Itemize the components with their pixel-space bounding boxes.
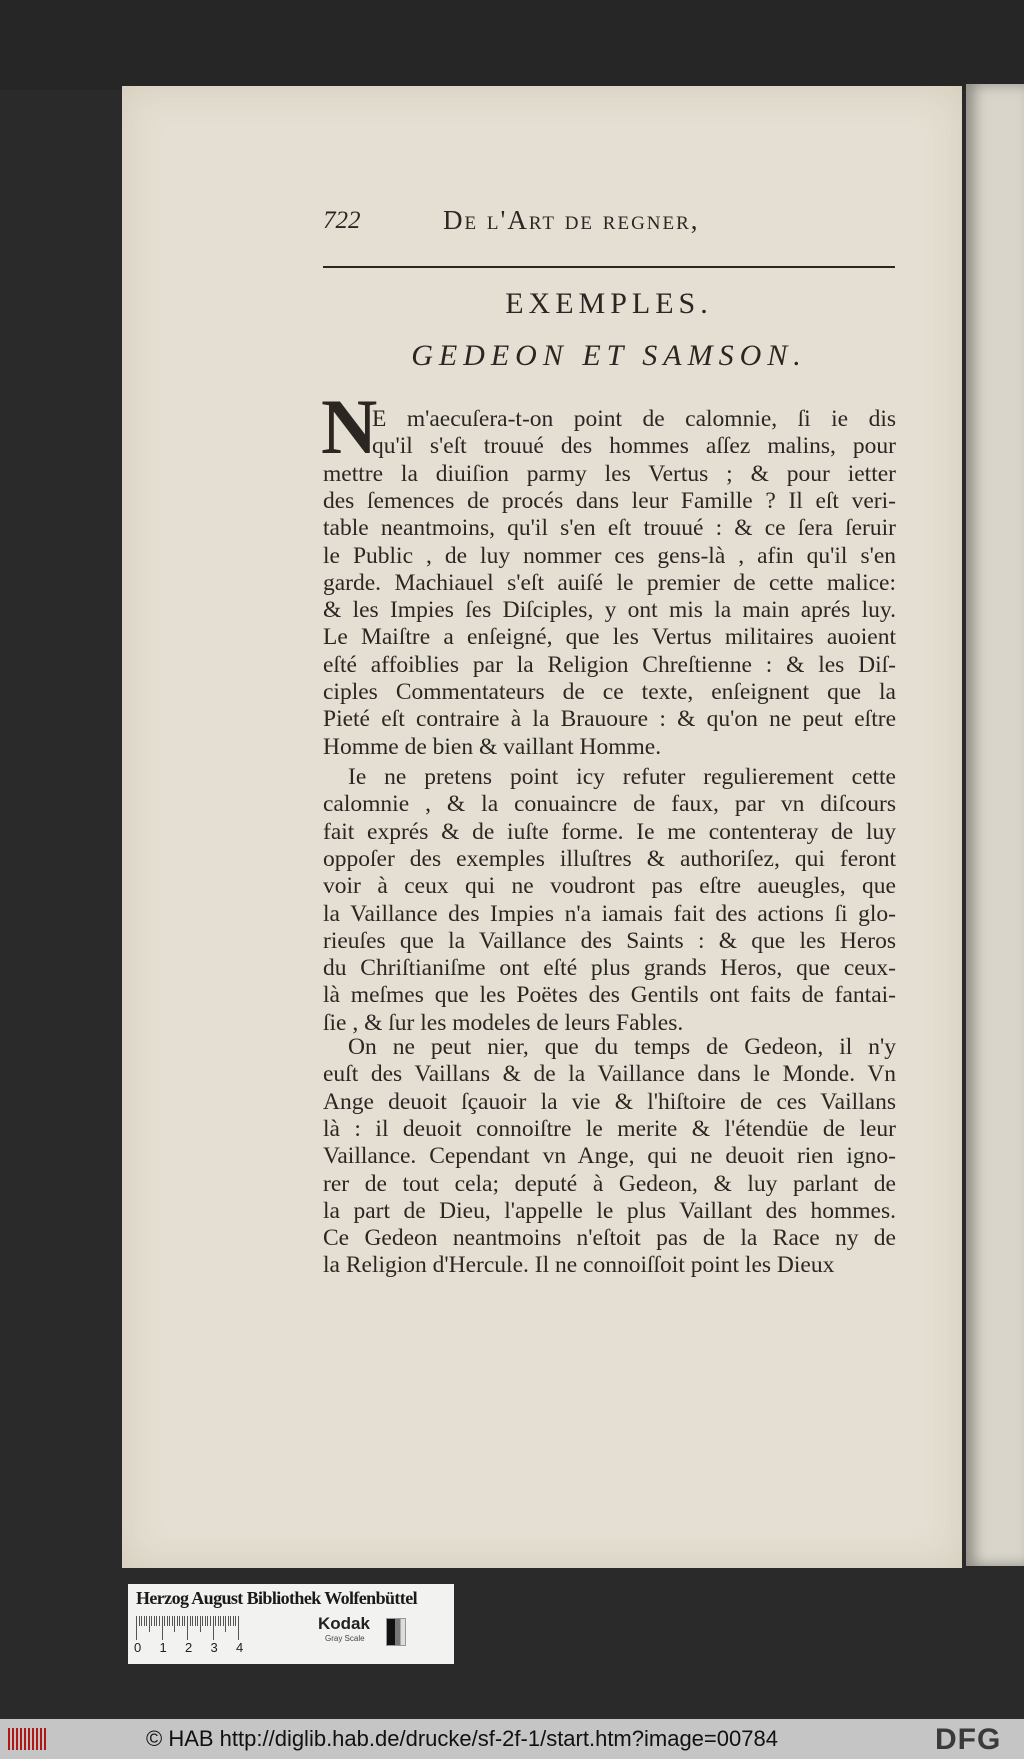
ruler-number: 0 <box>134 1640 142 1655</box>
ruler-tick <box>213 1616 214 1640</box>
ruler-tick <box>210 1616 211 1626</box>
text-line: On ne peut nier, que du temps de Gedeon, il n'y <box>348 1034 896 1060</box>
ruler-tick <box>207 1616 208 1626</box>
section-subtitle: GEDEON ET SAMSON. <box>411 339 807 372</box>
text-line: la Religion d'Hercule. Il ne connoiſſoit point les Dieux <box>323 1252 835 1279</box>
running-head: De l'Art de regner, <box>443 205 700 235</box>
text-line: là : il deuoit connoiſtre le merite & l'étendüe de leur <box>323 1115 896 1142</box>
text-line: mettre la diuiſion parmy les Vertus ; & pour ietter <box>323 460 896 487</box>
ruler-tick <box>187 1616 188 1640</box>
text-line: là meſmes que les Poëtes des Gentils ont faits de fantai- <box>323 982 896 1009</box>
text-line: Ange deuoit ſçauoir la vie & l'hiſtoire de ces Vaillans <box>323 1088 896 1115</box>
ruler-tick <box>174 1616 175 1632</box>
text-line: Ce Gedeon neantmoins n'eſtoit pas de la Race ny de <box>323 1225 896 1252</box>
ruler-number: 2 <box>185 1640 193 1655</box>
text-line: qu'il s'eſt trouué des hommes aſſez malins, pour <box>372 433 896 460</box>
ruler-tick <box>192 1616 193 1626</box>
text-line: fait exprés & de iuſte forme. Ie me contenteray de luy <box>323 818 896 845</box>
ruler-tick <box>190 1616 191 1626</box>
kodak-brand: Kodak <box>318 1614 370 1633</box>
page-number: 722 <box>323 207 361 234</box>
footer-bar <box>0 1719 1024 1759</box>
text-line: euſt des Vaillans & de la Vaillance dans le Monde. Vn <box>323 1061 896 1088</box>
text-line: Homme de bien & vaillant Homme. <box>323 733 662 760</box>
gray-swatch <box>386 1618 406 1646</box>
text-line: Le Maiſtre a enſeigné, que les Vertus militaires auoient <box>323 624 896 651</box>
ruler-tick <box>230 1616 231 1626</box>
ruler-tick <box>233 1616 234 1626</box>
institution-name: Herzog August Bibliothek Wolfenbüttel <box>136 1588 417 1608</box>
text-line: le Public , de luy nommer ces gens-là , afin qu'il s'en <box>323 542 896 569</box>
text-line: la part de Dieu, l'appelle le plus Vaillant des hommes. <box>323 1197 896 1224</box>
ruler-number: 1 <box>159 1640 167 1655</box>
text-line: E m'aecuſera-t-on point de calomnie, ſi ie dis <box>372 406 896 432</box>
ruler-tick <box>202 1616 203 1626</box>
ruler-tick <box>235 1616 236 1626</box>
footer-credit[interactable]: © HAB http://diglib.hab.de/drucke/sf-2f-1/start.htm?image=00784 <box>146 1726 778 1751</box>
ruler-tick <box>172 1616 173 1626</box>
gray-scale-label: Gray Scale <box>325 1634 365 1643</box>
ruler-tick <box>146 1616 147 1626</box>
ruler-tick <box>184 1616 185 1626</box>
ruler-tick <box>139 1616 140 1626</box>
ruler-tick <box>195 1616 196 1626</box>
text-line: ciples Commentateurs de ce texte, enſeignent que la <box>323 679 896 705</box>
ruler-tick <box>141 1616 142 1626</box>
ruler-tick <box>218 1616 219 1626</box>
header-rule <box>323 266 895 268</box>
text-line: calomnie , & la conuaincre de faux, par vn diſcours <box>323 791 896 818</box>
dfg-logo: DFG <box>935 1723 1002 1756</box>
text-line: ſie , & ſur les modeles de leurs Fables. <box>323 1009 684 1036</box>
ruler-tick <box>136 1616 137 1640</box>
ruler-tick <box>159 1616 160 1626</box>
text-line: & les Impies ſes Diſciples, y ont mis la main aprés luy. <box>323 597 896 624</box>
text-line: Ie ne pretens point icy refuter regulierement cette <box>348 764 896 790</box>
library-color-card <box>128 1584 454 1664</box>
scanner-background <box>0 0 1024 90</box>
text-line: oppoſer des exemples illuſtres & authoriſez, qui feront <box>323 845 896 872</box>
text-line: du Chriſtianiſme ont eſté plus grands Heros, que ceux- <box>323 955 896 982</box>
ruler-tick <box>151 1616 152 1626</box>
ruler-tick <box>149 1616 150 1632</box>
facing-page-edge <box>966 84 1024 1566</box>
text-line: la Vaillance des Impies n'a iamais fait des actions ſi glo- <box>323 900 896 927</box>
ruler-tick <box>167 1616 168 1626</box>
text-line: rer de tout cela; deputé à Gedeon, & luy parlant de <box>323 1170 896 1197</box>
ruler-tick <box>179 1616 180 1626</box>
text-line: table neantmoins, qu'il s'en eſt trouué : & ce ſera ſeruir <box>323 515 896 542</box>
ruler-tick <box>156 1616 157 1626</box>
ruler-number: 3 <box>210 1640 218 1655</box>
barcode-icon <box>8 1728 46 1750</box>
ruler-tick <box>225 1616 226 1632</box>
ruler-tick <box>177 1616 178 1626</box>
text-line: des ſemences de procés dans leur Famille ? Il eſt veri- <box>323 487 896 514</box>
ruler-tick <box>197 1616 198 1626</box>
text-line: Pieté eſt contraire à la Brauoure : & qu'on ne peut eſtre <box>323 706 896 733</box>
drop-cap: N <box>321 383 378 470</box>
text-line: voir à ceux qui ne voudront pas eſtre aueugles, que <box>323 873 896 900</box>
section-title: EXEMPLES. <box>505 287 713 320</box>
ruler-tick <box>169 1616 170 1626</box>
ruler-tick <box>200 1616 201 1632</box>
ruler-scale <box>136 1616 236 1640</box>
ruler-tick <box>223 1616 224 1626</box>
ruler-tick <box>164 1616 165 1626</box>
ruler-tick <box>144 1616 145 1626</box>
ruler-tick <box>238 1616 239 1640</box>
ruler-tick <box>154 1616 155 1626</box>
text-line: Vaillance. Cependant vn Ange, qui ne deuoit rien igno- <box>323 1143 896 1170</box>
ruler-tick <box>182 1616 183 1626</box>
text-line: garde. Machiauel s'eſt auiſé le premier de cette malice: <box>323 569 896 596</box>
ruler-number: 4 <box>236 1640 244 1655</box>
text-line: eſté affoiblies par la Religion Chreſtienne : & les Diſ- <box>323 651 896 678</box>
ruler-tick <box>215 1616 216 1626</box>
ruler-tick <box>220 1616 221 1626</box>
text-line: rieuſes que la Vaillance des Saints : & que les Heros <box>323 927 896 954</box>
ruler-tick <box>205 1616 206 1626</box>
ruler-tick <box>228 1616 229 1626</box>
ruler-tick <box>162 1616 163 1640</box>
